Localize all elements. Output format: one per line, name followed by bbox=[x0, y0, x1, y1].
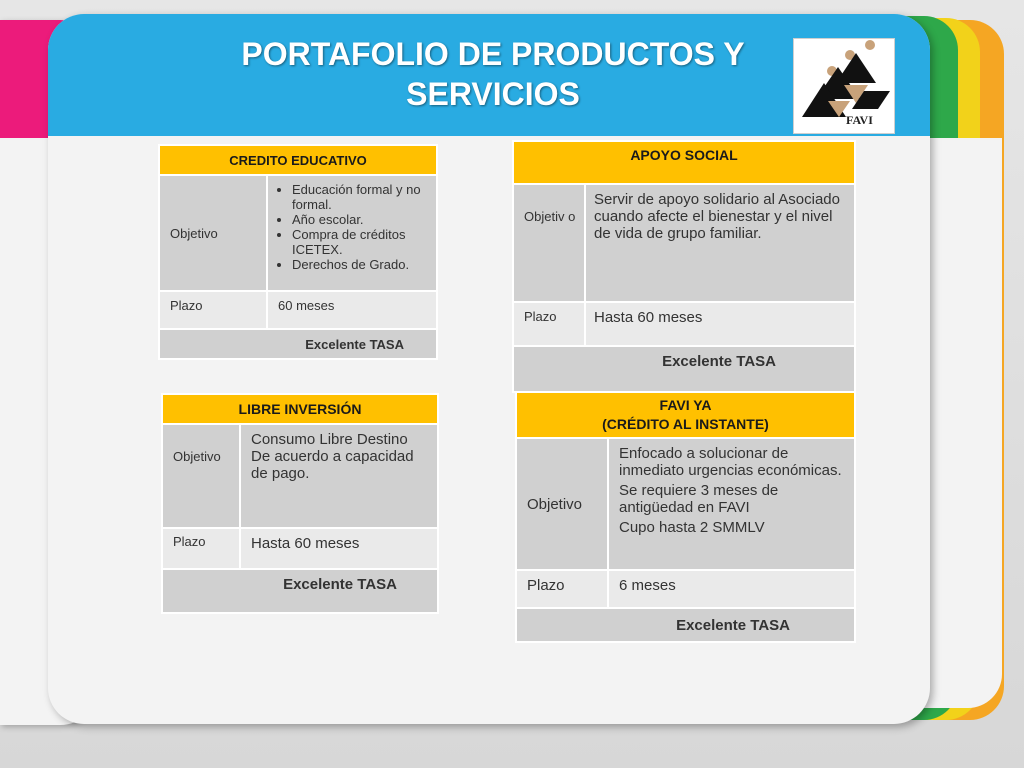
list-item: • Compra de créditos ICETEX. bbox=[292, 227, 430, 257]
favi-ya-objetivo-label: Objetivo bbox=[516, 438, 608, 570]
favi-ya-objetivo-p1: Enfocado a solucionar de inmediato urgencias económicas. bbox=[619, 445, 842, 479]
credito-educativo-plazo-label: Plazo bbox=[159, 291, 267, 329]
favi-logo-icon bbox=[794, 39, 894, 133]
libre-inversion-plazo-value: Hasta 60 meses bbox=[240, 528, 438, 569]
apoyo-social-objetivo-label: Objetiv o bbox=[513, 184, 585, 302]
favi-ya-objetivo-cell bbox=[608, 438, 855, 570]
credito-educativo-objetivo-label: Objetivo bbox=[159, 175, 267, 291]
favi-logo-text: FAVI bbox=[846, 113, 873, 127]
favi-ya-plazo-label: Plazo bbox=[516, 570, 608, 608]
favi-logo bbox=[793, 38, 895, 134]
libre-inversion-objetivo-label: Objetivo bbox=[162, 424, 240, 528]
favi-ya-plazo-value: 6 meses bbox=[608, 570, 855, 608]
libre-inversion-plazo-label: Plazo bbox=[162, 528, 240, 569]
credito-educativo-plazo-value: 60 meses bbox=[267, 291, 437, 329]
apoyo-social-header: APOYO SOCIAL bbox=[513, 141, 855, 184]
list-item: • Educación formal y no formal. bbox=[292, 182, 430, 212]
credito-educativo-objetivo-list bbox=[272, 182, 430, 272]
credito-educativo-header: CREDITO EDUCATIVO bbox=[159, 145, 437, 175]
list-item: • Año escolar. bbox=[292, 212, 430, 227]
list-item: • Derechos de Grado. bbox=[292, 257, 430, 272]
favi-ya-footer: Excelente TASA bbox=[516, 608, 855, 642]
libre-inversion-footer: Excelente TASA bbox=[162, 569, 438, 613]
table-favi-ya bbox=[515, 391, 856, 643]
favi-ya-header-line1: FAVI YA bbox=[659, 397, 712, 413]
favi-ya-header bbox=[516, 392, 855, 438]
libre-inversion-objetivo-value: Consumo Libre Destino De acuerdo a capacidad de pago. bbox=[240, 424, 438, 528]
apoyo-social-plazo-value: Hasta 60 meses bbox=[585, 302, 855, 346]
table-apoyo-social bbox=[512, 140, 856, 393]
apoyo-social-objetivo-value: Servir de apoyo solidario al Asociado cuando afecte el bienestar y el nivel de vida de grupo familiar. bbox=[585, 184, 855, 302]
apoyo-social-plazo-label: Plazo bbox=[513, 302, 585, 346]
libre-inversion-header: LIBRE INVERSIÓN bbox=[162, 394, 438, 424]
page-title: PORTAFOLIO DE PRODUCTOS Y SERVICIOS bbox=[241, 36, 745, 112]
favi-ya-objetivo-p2: Se requiere 3 meses de antigüedad en FAVI bbox=[619, 482, 779, 516]
table-libre-inversion bbox=[161, 393, 439, 614]
apoyo-social-footer: Excelente TASA bbox=[513, 346, 855, 392]
credito-educativo-footer: Excelente TASA bbox=[159, 329, 437, 359]
favi-ya-header-line2: (CRÉDITO AL INSTANTE) bbox=[602, 416, 769, 432]
table-credito-educativo bbox=[158, 144, 438, 360]
credito-educativo-objetivo-cell bbox=[267, 175, 437, 291]
favi-ya-objetivo-p3: Cupo hasta 2 SMMLV bbox=[619, 519, 765, 536]
